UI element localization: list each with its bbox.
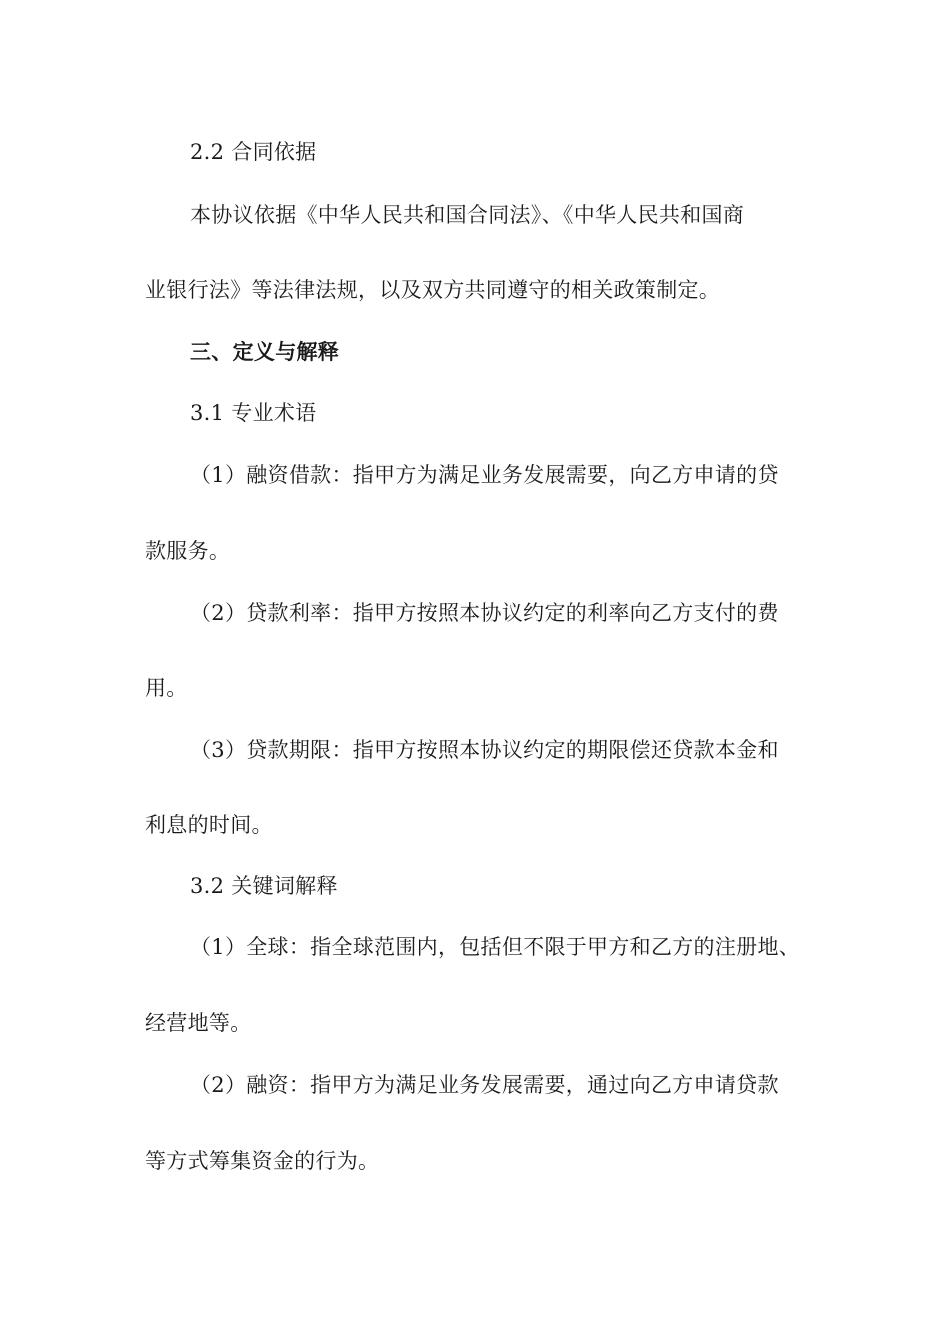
- paragraph-line: 业银行法》等法律法规，以及双方共同遵守的相关政策制定。: [145, 278, 721, 302]
- paragraph-line: 经营地等。: [145, 1011, 252, 1035]
- section-heading-3: 三、定义与解释: [190, 340, 340, 364]
- paragraph-line: 本协议依据《中华人民共和国合同法》、《中华人民共和国商: [190, 203, 745, 227]
- paragraph-line: 款服务。: [145, 539, 231, 563]
- subsection-heading-3-1: 3.1 专业术语: [190, 401, 317, 425]
- paragraph-line: （3）贷款期限：指甲方按照本协议约定的期限偿还贷款本金和: [190, 738, 779, 762]
- paragraph-line: 利息的时间。: [145, 813, 273, 837]
- paragraph-line: 等方式筹集资金的行为。: [145, 1149, 380, 1173]
- paragraph-line: （2）融资：指甲方为满足业务发展需要，通过向乙方申请贷款: [190, 1073, 779, 1097]
- paragraph-line: 用。: [145, 676, 188, 700]
- subsection-heading-2-2: 2.2 合同依据: [190, 140, 317, 164]
- paragraph-line: （1）融资借款：指甲方为满足业务发展需要，向乙方申请的贷: [190, 463, 779, 487]
- paragraph-line: （2）贷款利率：指甲方按照本协议约定的利率向乙方支付的费: [190, 601, 779, 625]
- subsection-heading-3-2: 3.2 关键词解释: [190, 874, 338, 898]
- paragraph-line: （1）全球：指全球范围内，包括但不限于甲方和乙方的注册地、: [190, 935, 801, 959]
